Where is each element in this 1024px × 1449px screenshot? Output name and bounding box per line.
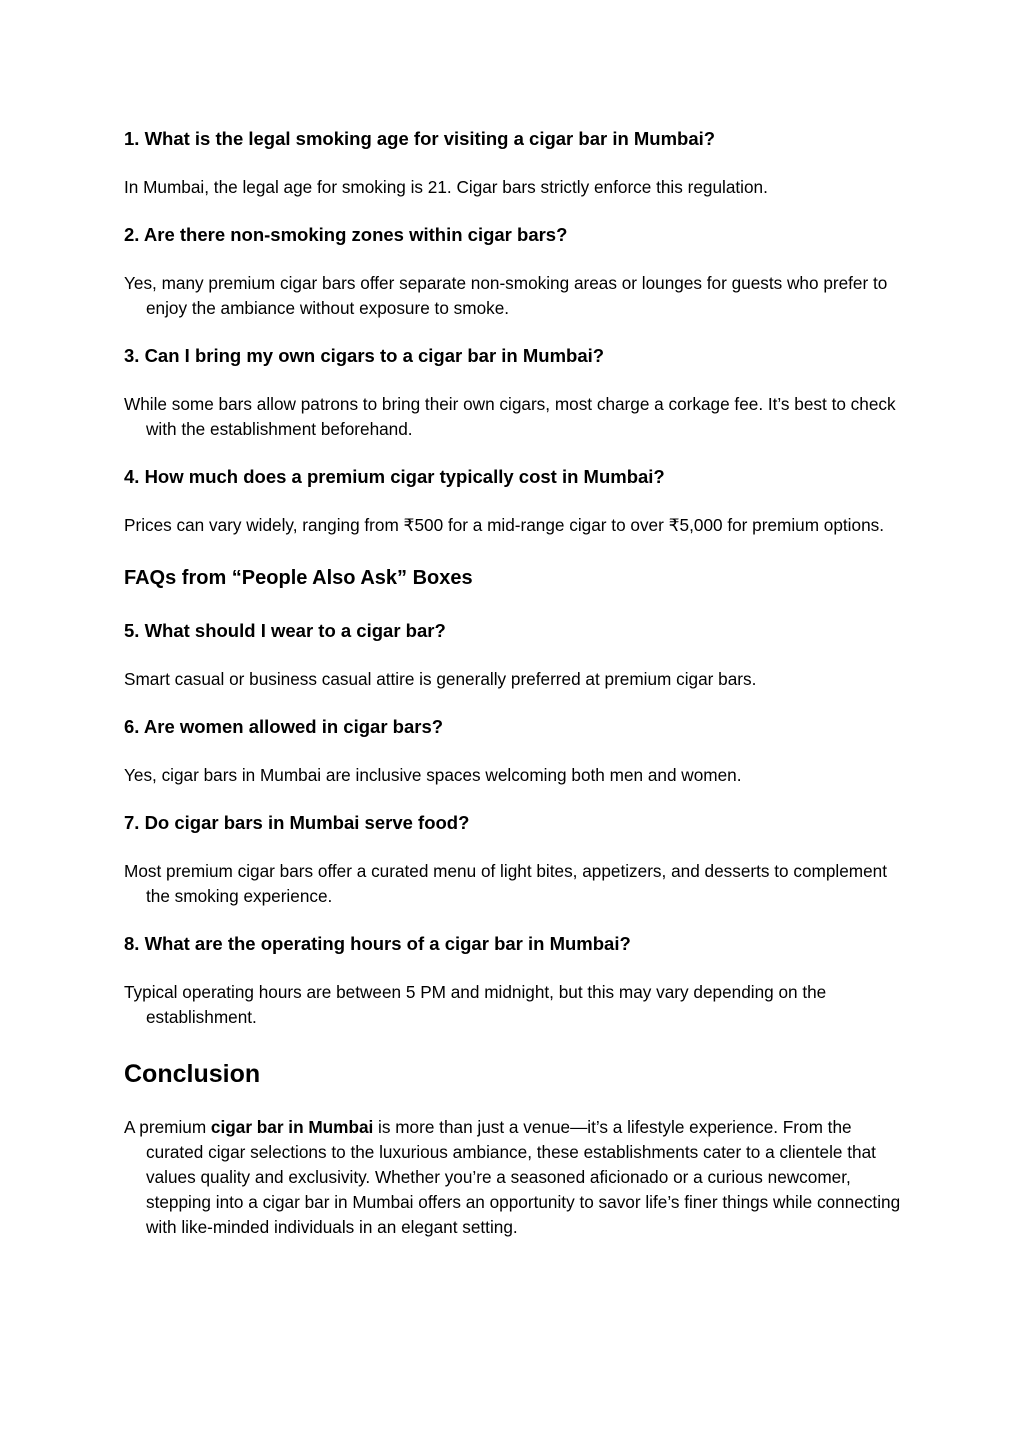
faq-question-3: 3. Can I bring my own cigars to a cigar bar in Mumbai? xyxy=(124,345,605,366)
conclusion-heading: Conclusion xyxy=(124,1060,261,1088)
document-page xyxy=(124,126,904,1240)
paa-question-5: 5. What should I wear to a cigar bar? xyxy=(124,620,446,641)
paa-answer-6: Yes, cigar bars in Mumbai are inclusive spaces welcoming both men and women. xyxy=(124,765,742,785)
paa-question-6: 6. Are women allowed in cigar bars? xyxy=(124,716,444,737)
conclusion-paragraph xyxy=(124,1115,904,1240)
faq-answer-1: In Mumbai, the legal age for smoking is 21. Cigar bars strictly enforce this regulation. xyxy=(124,177,768,197)
paa-question-8: 8. What are the operating hours of a cigar bar in Mumbai? xyxy=(124,933,631,954)
faq-answer-2: Yes, many premium cigar bars offer separate non-smoking areas or lounges for guests who prefer to enjoy the ambiance without exposure to smoke. xyxy=(124,273,888,318)
faq-question-2: 2. Are there non-smoking zones within cigar bars? xyxy=(124,224,568,245)
paa-answer-8: Typical operating hours are between 5 PM and midnight, but this may vary depending on the establishment. xyxy=(124,982,827,1027)
conclusion-lead: A premium xyxy=(124,1117,211,1137)
faq-question-4: 4. How much does a premium cigar typically cost in Mumbai? xyxy=(124,466,665,487)
paa-question-7: 7. Do cigar bars in Mumbai serve food? xyxy=(124,812,470,833)
paa-section-heading: FAQs from “People Also Ask” Boxes xyxy=(124,567,473,589)
faq-answer-3: While some bars allow patrons to bring their own cigars, most charge a corkage fee. It’s best to check with the establishment beforehand. xyxy=(124,394,896,439)
faq-question-1: 1. What is the legal smoking age for visiting a cigar bar in Mumbai? xyxy=(124,128,716,149)
paa-answer-5: Smart casual or business casual attire is generally preferred at premium cigar bars. xyxy=(124,669,757,689)
conclusion-body: is more than just a venue—it’s a lifestyle experience. From the curated cigar selections to the luxurious ambiance, these establishments cater to a clientele that values quality and exclusivity. Whether you’re a seasoned aficionado or a curious newcomer, stepping into a cigar bar in Mumbai offers an opportunity to savor life’s finer things while connecting with like-minded individuals in an elegant setting. xyxy=(146,1117,901,1237)
conclusion-keyword: cigar bar in Mumbai xyxy=(210,1117,374,1137)
paa-answer-7: Most premium cigar bars offer a curated menu of light bites, appetizers, and desserts to complement the smoking experience. xyxy=(124,861,887,906)
faq-answer-4: Prices can vary widely, ranging from ₹500 for a mid-range cigar to over ₹5,000 for premium options. xyxy=(124,515,884,535)
